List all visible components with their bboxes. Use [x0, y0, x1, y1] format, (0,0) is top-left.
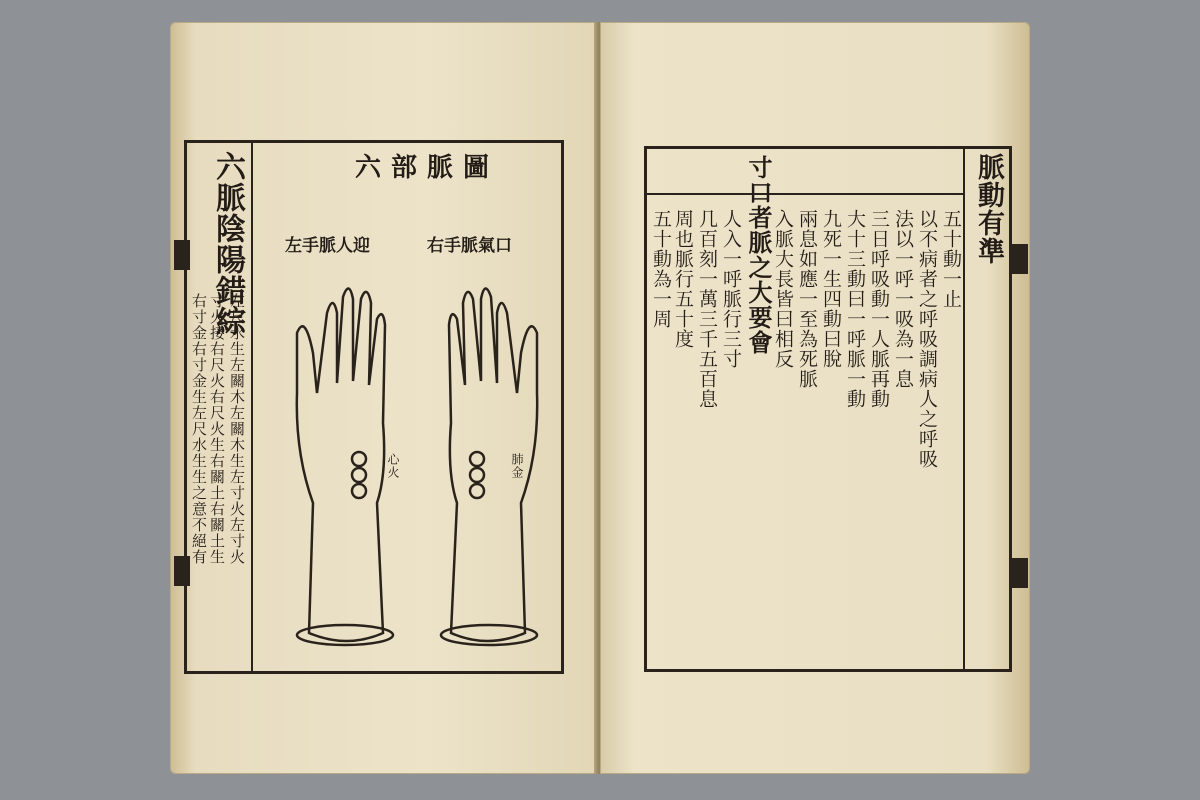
- text-col-0: 五十動一止: [940, 209, 962, 309]
- text-col-7: 入脈大長皆曰相反: [772, 209, 794, 369]
- left-hand-label: 右手脈氣口: [427, 236, 512, 256]
- section-title: 六脈陰陽錯綜: [210, 151, 245, 337]
- margin-tab: [1012, 244, 1028, 274]
- text-col-2: 法以一呼一吸為一息: [892, 209, 914, 389]
- right-hand-label: 左手脈人迎: [285, 236, 370, 256]
- right-hand-organs: 心火: [386, 453, 400, 479]
- right-page-frame: [644, 146, 1012, 672]
- header-rule: [647, 193, 963, 195]
- commentary-col-1: 左尺水生左關木左關木生左寸火左寸火: [228, 293, 246, 565]
- subtitle: 寸口者脈之大要會: [744, 155, 773, 355]
- text-col-8: 人入一呼脈行三寸: [720, 209, 742, 369]
- text-col-10: 周也脈行五十度: [672, 209, 694, 349]
- margin-tab: [1012, 558, 1028, 588]
- text-col-5: 九死一生四動曰脫: [820, 209, 842, 369]
- diagram-title: 六部脈圖: [354, 153, 499, 183]
- text-col-3: 三日呼吸動一人脈再動: [868, 209, 890, 409]
- left-page-frame: [184, 140, 564, 674]
- book: [170, 22, 1030, 774]
- margin-tab: [174, 556, 190, 586]
- text-col-1: 以不病者之呼吸調病人之呼吸: [916, 209, 938, 469]
- commentary-col-3: 右寸金右寸金生左尺水生生之意不絕有: [190, 293, 208, 565]
- margin-tab: [174, 240, 190, 270]
- right-page: [600, 22, 1030, 774]
- column-divider: [963, 149, 965, 669]
- left-page: [170, 22, 598, 774]
- text-col-11: 五十動為一周: [650, 209, 672, 329]
- column-divider: [251, 143, 253, 671]
- commentary-col-2: 寸火接右尺火右尺火生右關土右關土生: [208, 293, 226, 565]
- text-col-4: 大十三動曰一呼脈一動: [844, 209, 866, 409]
- text-col-6: 兩息如應一至為死脈: [796, 209, 818, 389]
- left-hand-organs: 肺金: [510, 453, 524, 479]
- section-title: 脈動有準: [973, 153, 1004, 265]
- text-col-9: 几百刻一萬三千五百息: [696, 209, 718, 409]
